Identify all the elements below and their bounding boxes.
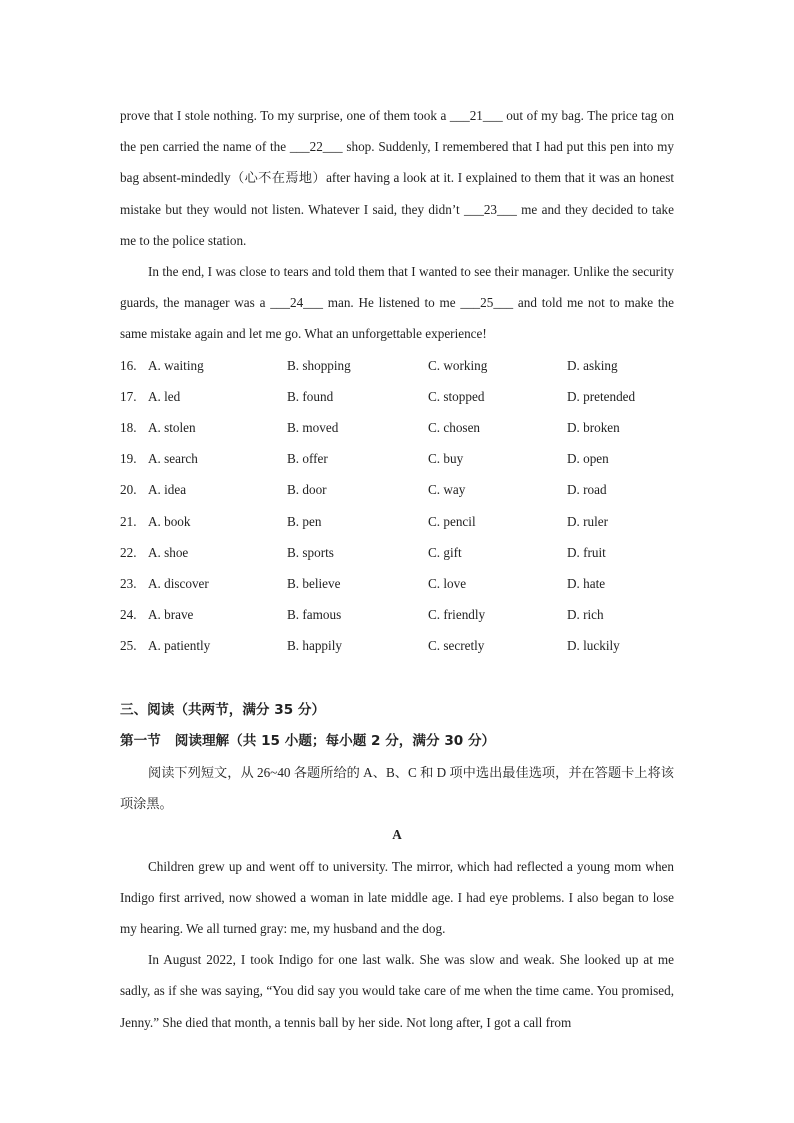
option-b: B. moved — [287, 420, 339, 435]
section-spacer — [120, 662, 674, 695]
option-row-22 — [120, 537, 674, 568]
cloze-options-list — [120, 350, 674, 662]
question-number: 17. — [120, 388, 137, 404]
option-b: B. believe — [287, 575, 341, 591]
question-number: 18. — [120, 420, 137, 435]
reading-instruction: 阅读下列短文，从 26~40 各题所给的 A、B、C 和 D 项中选出最佳选项，并在答题卡上将该项涂黑。 — [120, 764, 674, 812]
option-row-23 — [120, 568, 674, 599]
passage-a-paragraph-1: Children grew up and went off to university. The mirror, which had reflected a young mom when Indigo first arrived, now showed a woman in late middle age. I had eye problems. I also began to lose my hearing. We all turned gray: me, my husband and the dog. — [120, 858, 674, 936]
option-b: B. found — [287, 388, 334, 404]
cloze-paragraph-2: In the end, I was close to tears and told them that I wanted to see their manager. Unlike the security guards, the manager was a ___24___ man. He listened to me ___25___ and told me not to make the same mistake again and let me go. What an unforgettable experience! — [120, 264, 674, 342]
question-number: 24. — [120, 607, 137, 623]
option-b: B. shopping — [287, 357, 351, 373]
option-row-20 — [120, 474, 674, 505]
option-b: B. pen — [287, 513, 322, 529]
option-a: A. patiently — [148, 638, 211, 654]
option-b: B. offer — [287, 451, 328, 467]
option-c: C. pencil — [428, 513, 476, 529]
passage-a-paragraph-2: In August 2022, I took Indigo for one last walk. She was slow and weak. She looked up at me sadly, as if she was saying, “You did say you would take care of me when the time came. You promised, Jenny.” She died that month, a tennis ball by her side. Not long after, I got a call from — [120, 952, 674, 1030]
option-row-21 — [120, 506, 674, 537]
option-c: C. friendly — [428, 607, 486, 623]
option-b: B. door — [287, 482, 327, 498]
option-c: C. chosen — [428, 420, 481, 435]
option-c: C. gift — [428, 544, 462, 560]
option-a: A. search — [148, 451, 198, 467]
option-d: D. luckily — [567, 638, 620, 654]
option-a: A. led — [148, 388, 181, 404]
option-c: C. love — [428, 575, 467, 591]
subsection-title: 阅读理解（共 15 小题；每小题 2 分，满分 30 分） — [174, 732, 496, 749]
question-number: 22. — [120, 544, 137, 560]
subsection-label: 第一节 — [120, 732, 161, 749]
option-row-24 — [120, 599, 674, 630]
passage-letter: A — [392, 827, 402, 843]
option-b: B. sports — [287, 544, 334, 560]
option-d: D. rich — [567, 607, 604, 623]
subsection-heading — [120, 726, 674, 757]
option-d: D. open — [567, 451, 609, 467]
option-a: A. shoe — [148, 544, 189, 560]
option-a: A. book — [148, 513, 191, 529]
option-c: C. secretly — [428, 638, 485, 654]
option-row-16 — [120, 350, 674, 381]
option-a: A. idea — [148, 482, 187, 498]
question-number: 21. — [120, 513, 137, 529]
option-a: A. stolen — [148, 420, 196, 435]
question-number: 20. — [120, 482, 137, 498]
question-number: 19. — [120, 451, 137, 467]
option-a: A. discover — [148, 575, 209, 591]
option-d: D. asking — [567, 357, 618, 373]
option-c: C. buy — [428, 451, 464, 467]
option-d: D. fruit — [567, 544, 606, 560]
option-b: B. happily — [287, 638, 342, 654]
option-d: D. road — [567, 482, 607, 498]
cloze-paragraph-1: prove that I stole nothing. To my surprise, one of them took a ___21___ out of my bag. The price tag on the pen carried the name of the ___22___ shop. Suddenly, I remembered that I had put this pen into my bag absent-mindedly（心不在焉地）after having a look at it. I explained to them that it was an honest mistake but they would not listen. Whatever I said, they didn’t ___23___ me and they decided to take me to the police station. — [120, 108, 674, 248]
option-row-18 — [120, 412, 674, 443]
question-number: 23. — [120, 575, 137, 591]
option-c: C. working — [428, 357, 488, 373]
option-d: D. broken — [567, 420, 620, 435]
option-row-25 — [120, 630, 674, 661]
option-d: D. hate — [567, 575, 606, 591]
question-number: 25. — [120, 638, 137, 654]
question-number: 16. — [120, 357, 137, 373]
option-b: B. famous — [287, 607, 342, 623]
option-row-19 — [120, 443, 674, 474]
option-d: D. ruler — [567, 513, 609, 529]
option-d: D. pretended — [567, 388, 636, 404]
exam-page — [120, 100, 674, 1038]
option-row-17 — [120, 381, 674, 412]
option-c: C. way — [428, 482, 466, 498]
option-c: C. stopped — [428, 388, 485, 404]
option-a: A. brave — [148, 607, 194, 623]
section-heading: 三、阅读（共两节，满分 35 分） — [120, 701, 326, 718]
option-a: A. waiting — [148, 357, 204, 373]
